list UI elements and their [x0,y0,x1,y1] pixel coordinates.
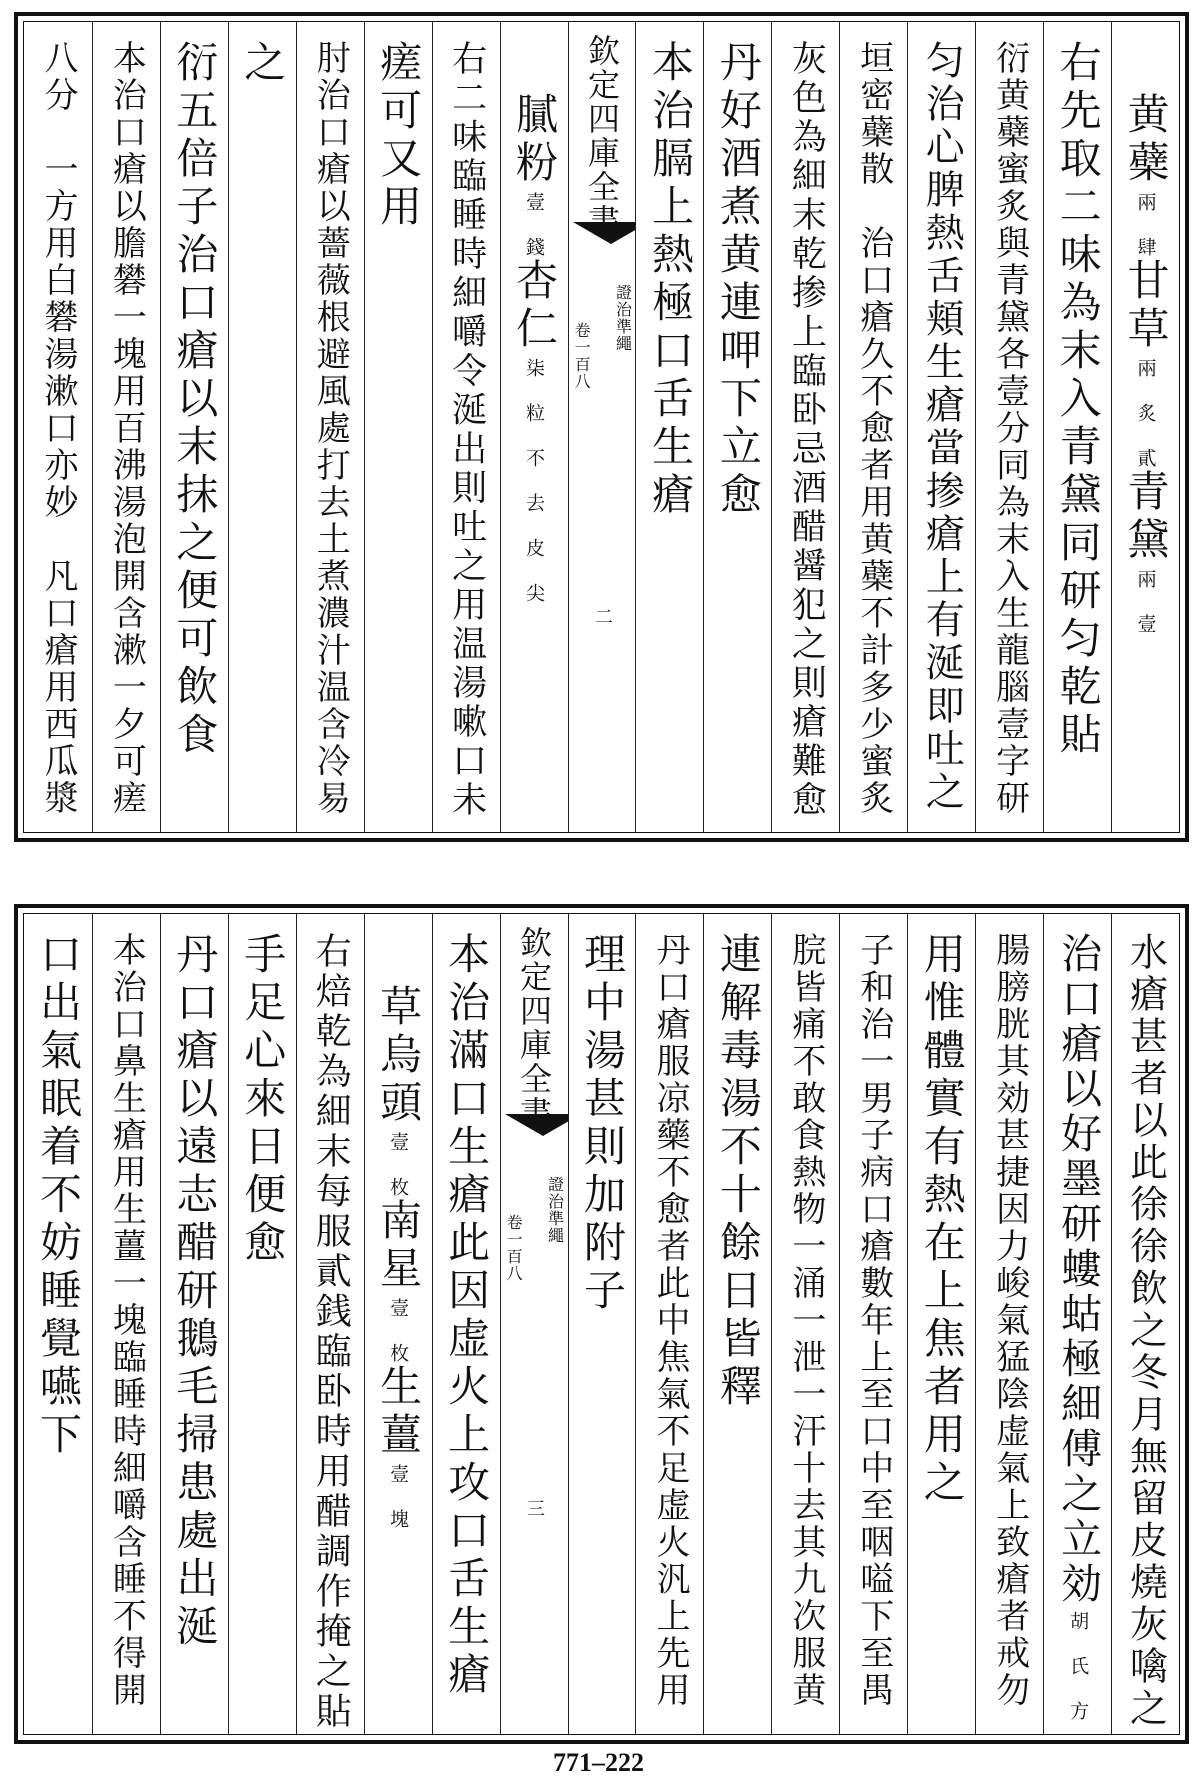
text-line [1054,932,1103,1722]
text-line [238,40,288,88]
document-page-top [14,12,1189,842]
line-text: 衍黄蘗蜜炙與青黛各壹分同為末入生龍腦壹字研 [989,40,1030,817]
line-text: 右二味臨睡時細嚼令涎出則吐之用温湯嗽口未 [446,40,487,820]
text-line [37,40,78,817]
text-column [432,22,500,832]
text-column [839,914,907,1734]
text-column [296,914,364,1734]
text-line [989,932,1030,1709]
text-line [170,40,220,760]
ingredient-name: 生薑 [374,1364,424,1460]
text-column [635,22,703,832]
line-text: 右焙乾為細末每服貳銭臨卧時用醋調作掩之貼 [310,932,352,1732]
text-column [432,914,500,1734]
ingredient-name: 青黛 [1121,469,1171,565]
line-text: 腸膀胱其効甚捷因力峻氣猛陰虚氣上致瘡者戒勿 [989,932,1030,1709]
line-text: 治口瘡以好墨研螻蛄極細傅之立効 [1054,932,1103,1607]
line-text: 垣密蘗散 治口瘡久不愈者用黄蘗不計多少蜜炙 [853,40,894,817]
fish-tail-mark [505,1114,564,1158]
line-text: 丹口瘡以遠志醋研鵝毛掃患處出涎 [170,932,220,1652]
ingredient-dose: 壹 枚 [387,1132,410,1198]
fish-tail-mark [573,222,632,266]
text-column [703,914,771,1734]
text-column [228,914,296,1734]
text-column [907,914,975,1734]
text-line [919,40,965,814]
text-line [106,40,147,817]
line-text: 灰色為細末乾掺上臨卧忌酒醋醤犯之則瘡難愈 [786,40,827,820]
ingredient-name: 甘草 [1121,258,1171,354]
book-center-fold [568,22,636,832]
text-line [713,40,763,520]
document-page-bottom [14,904,1189,1744]
line-text: 丹好酒煮黄連呷下立愈 [713,40,763,520]
text-column [92,22,160,832]
text-line [1053,40,1103,760]
text-column [1043,22,1111,832]
text-line [33,932,83,1460]
ingredient-name: 黄蘗 [1121,92,1171,188]
text-line [785,932,826,1709]
text-line [170,932,220,1652]
line-text: 本治滿口生瘡此因虚火上攻口舌生瘡 [442,932,492,1700]
text-column [771,914,839,1734]
ingredient-name: 南星 [374,1198,424,1294]
text-column [839,22,907,832]
line-text: 子和治一男子病口瘡數年上至口中至咽嗌下至禺 [853,932,894,1709]
line-annotation: 胡 氏 方 [1067,1611,1090,1722]
text-line [577,932,627,1316]
ingredient-name: 杏仁 [510,258,560,354]
line-text: 本治口鼻生瘡用生薑一塊臨睡時細嚼含睡不得開 [106,932,147,1709]
line-text: 衍五倍子治口瘡以末抹之便可飲食 [170,40,220,760]
text-grid-bottom [23,913,1180,1735]
line-text: 右先取二味為末入青黛同研匀乾貼 [1053,40,1103,760]
text-column [703,22,771,832]
text-line [853,40,894,817]
book-center-fold [500,914,568,1734]
text-column-ingredients [1111,22,1179,832]
text-line [786,40,827,820]
line-text: 之 [238,40,288,88]
line-text: 本治口瘡以膽礬一塊用百沸湯泡開含漱一夕可瘥 [106,40,147,817]
ingredient [1121,92,1171,635]
line-text: 水瘡甚者以此徐徐飲之冬月無留皮燒灰噙之 [1123,932,1168,1730]
text-column [24,22,92,832]
text-column [771,22,839,832]
line-text: 口出氣眠着不妨睡覺嚥下 [33,932,83,1460]
text-line [374,40,424,232]
text-column-ingredients [500,22,568,832]
text-line [853,932,894,1709]
line-text: 手足心來日便愈 [238,932,288,1268]
ingredient [374,984,424,1530]
ingredient-dose: 兩 炙 貳 [1134,358,1157,469]
text-line [310,40,351,817]
ingredient-dose: 壹 枚 [387,1298,410,1364]
book-title: 欽定四庫全書 [515,926,554,1130]
text-line [310,932,352,1732]
ingredient-dose: 柒 粒 不 去 皮 尖 [523,358,546,604]
text-line [917,932,967,1508]
text-column [228,22,296,832]
line-text: 八分 一方用白礬湯漱口亦妙 凡口瘡用西瓜漿 [37,40,78,817]
text-column [160,914,228,1734]
line-text: 本治膈上熱極口舌生瘡 [645,40,695,520]
text-line [649,932,690,1709]
text-grid-top [23,21,1180,833]
text-column [364,22,432,832]
text-line [446,40,487,820]
volume-label: 卷一百八 [572,322,592,390]
line-text: 瘥可又用 [374,40,424,232]
text-column [1111,914,1179,1734]
ingredient-dose: 壹 塊 [387,1464,410,1530]
text-line [645,40,695,520]
text-line [106,932,147,1709]
ingredient-dose: 壹 錢 [523,192,546,258]
text-column-ingredients [364,914,432,1734]
ingredient-name: 膩粉 [510,92,560,188]
line-text: 理中湯甚則加附子 [577,932,627,1316]
text-column [568,914,636,1734]
ingredient-dose: 兩 壹 [1134,569,1157,635]
text-column [1043,914,1111,1734]
line-text: 連解毒湯不十餘日皆釋 [713,932,763,1412]
line-text: 脘皆痛不敢食熱物一涌一泄一汗十去其九次服黄 [785,932,826,1709]
text-line [713,932,763,1412]
line-text: 用惟體實有熱在上焦者用之 [917,932,967,1508]
text-line [1123,932,1168,1730]
book-subtitle: 證治準繩 [613,284,633,352]
text-line [442,932,492,1700]
text-column [92,914,160,1734]
text-column [24,914,92,1734]
text-line [989,40,1030,817]
line-text: 匀治心脾熱舌頬生瘡當掺瘡上有涎即吐之 [919,40,965,814]
text-column [907,22,975,832]
book-title: 欽定四庫全書 [582,34,621,238]
text-column [296,22,364,832]
page-code: 771–222 [553,1748,644,1777]
page-number: 二 [591,607,613,625]
volume-label: 卷一百八 [504,1214,524,1282]
line-text: 丹口瘡服凉藥不愈者此中焦氣不足虚火汎上先用 [649,932,690,1709]
text-column [160,22,228,832]
book-subtitle: 證治準繩 [545,1176,565,1244]
text-column [975,22,1043,832]
page-number: 三 [524,1499,546,1517]
ingredient-dose: 兩 肆 [1134,192,1157,258]
text-column [635,914,703,1734]
text-column [975,914,1043,1734]
ingredient [510,92,560,604]
text-line [238,932,288,1268]
line-text: 肘治口瘡以薔薇根避風處打去土煮濃汁温含冷易 [310,40,351,817]
ingredient-name: 草烏頭 [374,984,424,1128]
